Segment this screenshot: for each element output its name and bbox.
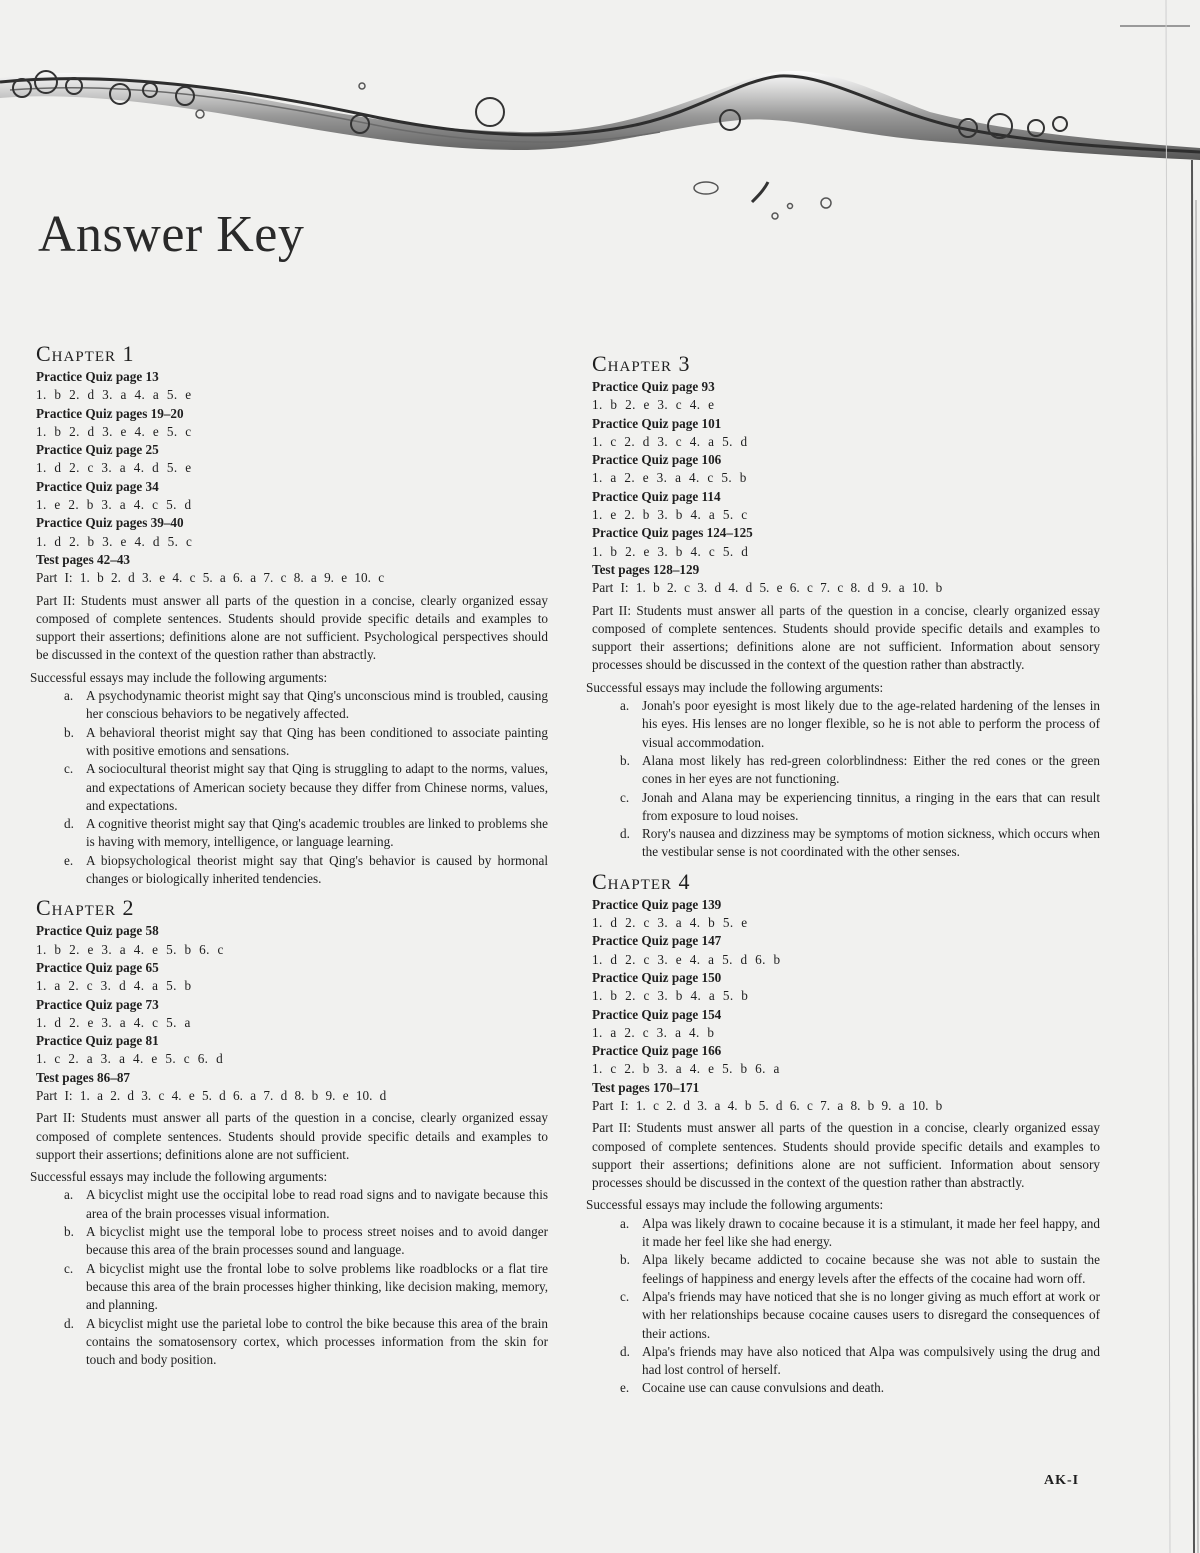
arguments-intro: Successful essays may include the following arguments: bbox=[586, 679, 884, 695]
quiz-answers: 1. d 2. c 3. a 4. d 5. e bbox=[36, 460, 192, 476]
argument-letter: d. bbox=[620, 826, 630, 842]
argument-item bbox=[620, 1379, 1100, 1397]
arguments-list bbox=[28, 687, 548, 888]
argument-text: A bicyclist might use the occipital lobe to read road signs and to navigate because this area of the brain processes visual information. bbox=[86, 1187, 548, 1221]
argument-letter: b. bbox=[620, 752, 630, 768]
arguments-list bbox=[584, 697, 1100, 862]
test-title: Test pages 42–43 bbox=[36, 551, 131, 567]
practice-quiz bbox=[36, 405, 548, 442]
practice-quiz bbox=[36, 996, 548, 1033]
arguments-intro: Successful essays may include the following arguments: bbox=[586, 1197, 884, 1213]
quiz-title: Practice Quiz page 106 bbox=[592, 452, 722, 468]
argument-item bbox=[620, 825, 1100, 862]
chapter-1-section bbox=[28, 342, 548, 888]
quiz-answers: 1. a 2. c 3. d 4. a 5. b bbox=[36, 978, 192, 994]
quiz-title: Practice Quiz page 101 bbox=[592, 415, 722, 431]
quiz-title: Practice Quiz page 114 bbox=[592, 488, 721, 504]
argument-item bbox=[620, 1215, 1100, 1252]
argument-text: Jonah and Alana may be experiencing tinnitus, a ringing in the ears that can result from exposure to loud noises. bbox=[642, 789, 1100, 823]
argument-text: A bicyclist might use the parietal lobe to control the bike because this area of the brain contains the somatosensory cortex, which processes information from the skin for touch and body position. bbox=[86, 1315, 548, 1368]
argument-letter: d. bbox=[64, 816, 74, 832]
argument-item bbox=[64, 815, 548, 852]
argument-letter: c. bbox=[620, 789, 630, 805]
practice-quiz bbox=[36, 478, 548, 515]
argument-letter: c. bbox=[64, 761, 74, 777]
quiz-answers: 1. b 2. e 3. b 4. c 5. d bbox=[592, 543, 749, 559]
argument-letter: b. bbox=[64, 1224, 74, 1240]
test-part2-instructions: Part II: Students must answer all parts of the question in a concise, clearly organized essay composed of complete sentences. Students should provide specific details and examples to support their assertions; definitions alone are not sufficient. bbox=[36, 1110, 548, 1162]
practice-quiz bbox=[592, 524, 1100, 561]
argument-item bbox=[620, 1251, 1100, 1288]
argument-text: A cognitive theorist might say that Qing's academic troubles are linked to problems she is having with memory, intelligence, or language learning. bbox=[86, 816, 548, 850]
argument-item bbox=[620, 1288, 1100, 1343]
argument-item bbox=[64, 1315, 548, 1370]
arguments-list bbox=[28, 1186, 548, 1369]
test-part2-instructions: Part II: Students must answer all parts of the question in a concise, clearly organized essay composed of complete sentences. Students should provide specific details and examples to support their assertions; definitions alone are not sufficient. Information about sensory processes should be discussed in the context of the question rather than abstractly. bbox=[592, 602, 1100, 673]
chapter-4-section bbox=[584, 870, 1100, 1398]
quiz-title: Practice Quiz page 93 bbox=[592, 379, 715, 394]
argument-text: A psychodynamic theorist might say that Qing's unconscious mind is troubled, causing her conscious behaviors to be negatively affected. bbox=[86, 688, 548, 722]
chapter-3-section bbox=[584, 352, 1100, 862]
argument-letter: c. bbox=[64, 1260, 74, 1276]
argument-item bbox=[64, 852, 548, 889]
quiz-answers: 1. a 2. e 3. a 4. c 5. b bbox=[592, 470, 747, 486]
practice-quiz bbox=[592, 378, 1100, 415]
test-title: Test pages 86–87 bbox=[36, 1069, 131, 1085]
quiz-answers: 1. b 2. e 3. a 4. e 5. b 6. c bbox=[36, 941, 224, 957]
quiz-title: Practice Quiz page 150 bbox=[592, 969, 722, 985]
argument-letter: b. bbox=[620, 1252, 630, 1268]
arguments-intro: Successful essays may include the following arguments: bbox=[30, 669, 328, 685]
argument-item bbox=[620, 1343, 1100, 1380]
argument-text: Alpa likely became addicted to cocaine because she was not able to sustain the feelings of happiness and energy levels after the effects of the cocaine had worn off. bbox=[642, 1252, 1100, 1286]
left-column bbox=[28, 342, 548, 1369]
practice-quiz bbox=[36, 514, 548, 551]
argument-text: A sociocultural theorist might say that Qing is struggling to adapt to the norms, values, and expectations of American society because they differ from Chinese norms, values, and expectations. bbox=[86, 761, 548, 813]
test-part1-answers: Part I: 1. a 2. d 3. c 4. e 5. d 6. a 7. d 8. b 9. e 10. d bbox=[36, 1087, 387, 1103]
argument-letter: e. bbox=[64, 852, 74, 868]
quiz-title: Practice Quiz page 13 bbox=[36, 369, 159, 384]
quiz-answers: 1. d 2. b 3. e 4. d 5. c bbox=[36, 533, 193, 549]
chapter-title: Chapter 1 bbox=[36, 341, 135, 366]
practice-quiz bbox=[592, 1042, 1100, 1079]
quiz-title: Practice Quiz page 147 bbox=[592, 933, 722, 949]
argument-text: A behavioral theorist might say that Qing has been conditioned to associate painting with positive emotions and sensations. bbox=[86, 724, 548, 758]
quiz-title: Practice Quiz page 65 bbox=[36, 959, 159, 975]
quiz-title: Practice Quiz page 34 bbox=[36, 478, 159, 494]
argument-text: Rory's nausea and dizziness may be symptoms of motion sickness, which occurs when the vestibular sense is not coordinated with the other senses. bbox=[642, 826, 1100, 860]
quiz-answers: 1. d 2. c 3. e 4. a 5. d 6. b bbox=[592, 951, 781, 967]
argument-item bbox=[64, 1260, 548, 1315]
quiz-title: Practice Quiz page 73 bbox=[36, 996, 159, 1012]
quiz-answers: 1. d 2. e 3. a 4. c 5. a bbox=[36, 1014, 191, 1030]
argument-item bbox=[64, 724, 548, 761]
chapter-2-section bbox=[28, 896, 548, 1369]
quiz-answers: 1. b 2. d 3. e 4. e 5. c bbox=[36, 423, 192, 439]
argument-text: A bicyclist might use the frontal lobe to solve problems like roadblocks or a flat tire because this area of the brain processes higher thinking, like decision making, memory, and planning. bbox=[86, 1260, 548, 1313]
argument-letter: b. bbox=[64, 724, 74, 740]
argument-letter: a. bbox=[64, 1187, 74, 1203]
argument-text: A bicyclist might use the temporal lobe to process street noises and to avoid danger because this area of the brain processes sound and language. bbox=[86, 1224, 548, 1258]
practice-quiz bbox=[592, 1006, 1100, 1043]
test-part1-answers: Part I: 1. b 2. d 3. e 4. c 5. a 6. a 7. c 8. a 9. e 10. c bbox=[36, 570, 385, 586]
argument-letter: a. bbox=[64, 688, 74, 704]
chapter-title: Chapter 3 bbox=[592, 351, 691, 376]
test-part2-instructions: Part II: Students must answer all parts of the question in a concise, clearly organized essay composed of complete sentences. Students should provide specific details and examples to support their assertions; definitions alone are not sufficient. Psychological perspectives should be discussed in the context of the question rather than abstractly. bbox=[36, 592, 548, 663]
quiz-answers: 1. c 2. b 3. a 4. e 5. b 6. a bbox=[592, 1061, 780, 1077]
practice-quiz bbox=[592, 896, 1100, 933]
quiz-title: Practice Quiz pages 39–40 bbox=[36, 515, 184, 531]
practice-quiz bbox=[36, 922, 548, 959]
quiz-title: Practice Quiz page 166 bbox=[592, 1043, 722, 1059]
test-title: Test pages 170–171 bbox=[592, 1079, 700, 1095]
test-part1-answers: Part I: 1. c 2. d 3. a 4. b 5. d 6. c 7. a 8. b 9. a 10. b bbox=[592, 1097, 943, 1113]
practice-quiz bbox=[36, 1032, 548, 1069]
argument-text: Jonah's poor eyesight is most likely due to the age-related hardening of the lenses in his eyes. His lenses are no longer flexible, so he is not able to perform the process of visual accommodation. bbox=[642, 698, 1100, 750]
quiz-title: Practice Quiz pages 19–20 bbox=[36, 405, 184, 421]
quiz-title: Practice Quiz page 58 bbox=[36, 923, 159, 939]
practice-quiz bbox=[592, 488, 1100, 525]
argument-item bbox=[620, 789, 1100, 826]
practice-quiz bbox=[592, 415, 1100, 452]
argument-text: Alpa was likely drawn to cocaine because it is a stimulant, it made her feel happy, and it made her feel like she had energy. bbox=[642, 1215, 1100, 1250]
practice-quiz bbox=[36, 368, 548, 405]
practice-quiz bbox=[592, 969, 1100, 1006]
argument-letter: d. bbox=[620, 1343, 630, 1359]
quiz-answers: 1. e 2. b 3. a 4. c 5. d bbox=[36, 497, 192, 513]
argument-letter: c. bbox=[620, 1288, 630, 1304]
quiz-title: Practice Quiz page 154 bbox=[592, 1006, 722, 1022]
quiz-answers: 1. d 2. c 3. a 4. b 5. e bbox=[592, 915, 748, 931]
argument-text: A biopsychological theorist might say that Qing's behavior is caused by hormonal changes or biologically inherited tendencies. bbox=[86, 852, 548, 887]
page-title: Answer Key bbox=[38, 206, 305, 263]
quiz-answers: 1. e 2. b 3. b 4. a 5. c bbox=[592, 507, 748, 523]
arguments-list bbox=[584, 1215, 1100, 1398]
chapter-title: Chapter 4 bbox=[592, 868, 691, 894]
chapter-title: Chapter 2 bbox=[36, 895, 135, 921]
practice-quiz bbox=[592, 451, 1100, 488]
argument-letter: d. bbox=[64, 1315, 74, 1331]
argument-item bbox=[620, 752, 1100, 789]
arguments-intro: Successful essays may include the following arguments: bbox=[30, 1169, 328, 1185]
quiz-title: Practice Quiz page 139 bbox=[592, 896, 722, 912]
quiz-title: Practice Quiz page 81 bbox=[36, 1033, 159, 1049]
test-part1-answers: Part I: 1. b 2. c 3. d 4. d 5. e 6. c 7. c 8. d 9. a 10. b bbox=[592, 580, 943, 596]
quiz-answers: 1. b 2. c 3. b 4. a 5. b bbox=[592, 988, 749, 1004]
practice-quiz bbox=[36, 441, 548, 478]
argument-item bbox=[64, 1223, 548, 1260]
quiz-answers: 1. a 2. c 3. a 4. b bbox=[592, 1024, 715, 1040]
quiz-answers: 1. c 2. d 3. c 4. a 5. d bbox=[592, 433, 748, 449]
test-title: Test pages 128–129 bbox=[592, 561, 700, 577]
argument-text: Cocaine use can cause convulsions and death. bbox=[642, 1380, 885, 1396]
argument-item bbox=[620, 697, 1100, 752]
practice-quiz bbox=[36, 959, 548, 996]
quiz-answers: 1. c 2. a 3. a 4. e 5. c 6. d bbox=[36, 1051, 224, 1067]
argument-letter: e. bbox=[620, 1380, 630, 1396]
quiz-title: Practice Quiz page 25 bbox=[36, 442, 159, 458]
argument-letter: a. bbox=[620, 1215, 630, 1231]
quiz-answers: 1. b 2. d 3. a 4. a 5. e bbox=[36, 387, 192, 403]
argument-letter: a. bbox=[620, 698, 630, 714]
binding-shadow bbox=[1156, 0, 1200, 1553]
argument-item bbox=[64, 687, 548, 724]
right-column bbox=[584, 352, 1100, 1398]
quiz-title: Practice Quiz pages 124–125 bbox=[592, 525, 753, 541]
test-part2-instructions: Part II: Students must answer all parts of the question in a concise, clearly organized essay composed of complete sentences. Students should provide specific details and examples to support their assertions; definitions alone are not sufficient. Information about sensory processes should be discussed in the context of the question rather than abstractly. bbox=[592, 1120, 1100, 1191]
argument-text: Alpa's friends may have noticed that she is no longer giving as much effort at work or with her relationships because cocaine causes users to disregard the consequences of their actions. bbox=[642, 1288, 1100, 1341]
argument-item bbox=[64, 760, 548, 815]
argument-text: Alana most likely has red-green colorblindness: Either the red cones or the green cones in her eyes are not functioning. bbox=[642, 752, 1100, 787]
argument-text: Alpa's friends may have also noticed that Alpa was compulsively using the drug and had lost control of herself. bbox=[642, 1343, 1100, 1378]
argument-item bbox=[64, 1186, 548, 1223]
practice-quiz bbox=[592, 932, 1100, 969]
quiz-answers: 1. b 2. e 3. c 4. e bbox=[592, 397, 715, 413]
page-number: AK-I bbox=[1044, 1473, 1080, 1488]
